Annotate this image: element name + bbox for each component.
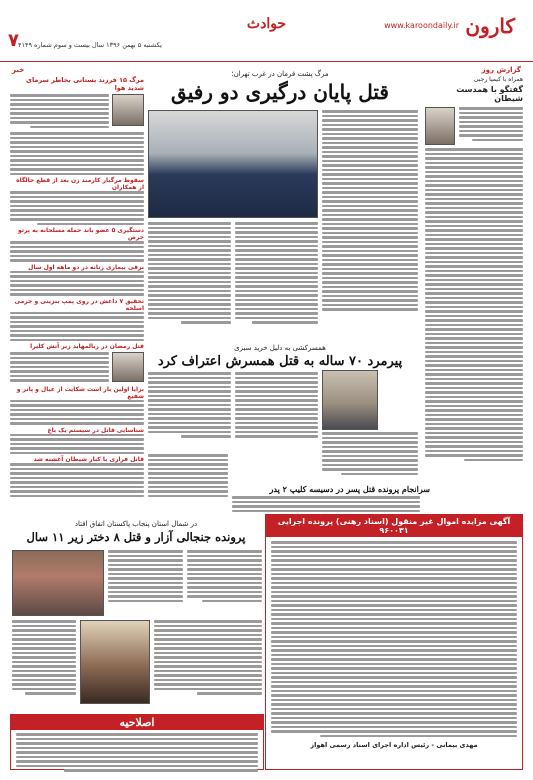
left-item-title: تحقیق ۷ داعش در روی پمپ بنزینی و جرمی اسلحه bbox=[14, 297, 144, 312]
second-story-headline: پیرمرد ۷۰ ساله به قتل همسرش اعتراف کرد bbox=[157, 354, 403, 369]
interview-intro: همراه با کیمیا رجبی bbox=[473, 76, 523, 83]
bottom-story-headline: پرونده جنجالی آزار و قتل ۸ دختر زیر ۱۱ سال bbox=[26, 530, 246, 544]
left-item-photo bbox=[112, 352, 144, 382]
left-item-title: مرگ ۱۵ فرزند بستانی بخاطر سرمای شدید هوا bbox=[26, 76, 144, 92]
interview-photo bbox=[425, 107, 455, 145]
left-item-photo bbox=[112, 94, 144, 126]
auction-notice bbox=[265, 514, 523, 770]
left-item-title: شناسایی قاتل در سیستم یک باغ bbox=[47, 426, 144, 434]
left-column-news bbox=[10, 76, 144, 463]
bottom-story-kicker: در شمال استان پنجاب پاکستان اتفاق افتاد bbox=[74, 520, 198, 528]
left-item-title: برایا اولین بار است شکایت از عیال و پاتر و شفیع bbox=[16, 385, 144, 400]
correction-box bbox=[10, 714, 264, 770]
website-url[interactable]: www.karoondaily.ir bbox=[384, 21, 459, 30]
correction-title: اصلاحیه bbox=[11, 715, 263, 730]
bottom-story-photo-girl bbox=[80, 620, 150, 704]
left-item-title: نرقی بیماری زنانه در دو ماهه اول سال bbox=[28, 263, 144, 271]
main-story-kicker: مرگ پشت فرمان در غرب تهران؛ bbox=[231, 70, 329, 78]
page-number: ۷ bbox=[8, 30, 19, 51]
second-story-body bbox=[148, 372, 318, 450]
left-item-title: سقوط مرگبار کارمند زن بعد از قطع حالگاه از همکاران bbox=[16, 177, 144, 191]
main-story-body bbox=[148, 222, 318, 340]
second-story-photo bbox=[322, 370, 378, 430]
left-item-title: قتل رمضان در زبالمهاید زیر آتش کلیرا bbox=[30, 343, 144, 350]
masthead bbox=[0, 0, 533, 62]
main-story-headline: قتل پایان درگیری دو رفیق bbox=[171, 80, 389, 104]
bottom-story-lead bbox=[108, 550, 262, 616]
newspaper-logo: کارون bbox=[465, 14, 515, 38]
notice-signature: مهدی بیمانی - رئیس اداره اجرای اسناد رسمی اهواز bbox=[310, 741, 478, 749]
bottom-story-right-text bbox=[154, 620, 262, 710]
left-column-label: خبر bbox=[12, 66, 25, 74]
bottom-story-left-text bbox=[12, 620, 76, 710]
left-item-title: دستگیری ۵ عضو باند حمله مسلحانه به پرتو حرص bbox=[18, 227, 144, 241]
right-column-interview bbox=[425, 76, 523, 494]
second-story-kicker: همسرکشی به دلیل خرید سبزی bbox=[234, 344, 326, 352]
date-line: یکشنبه ۵ بهمن ۱۳۹۶ سال بیست و سوم شماره ۴۱۴۹ bbox=[18, 41, 162, 49]
main-story-photo bbox=[148, 110, 318, 218]
second-story-side bbox=[322, 432, 418, 480]
third-story-aside bbox=[148, 454, 228, 508]
third-story-headline: سرانجام پرونده قتل پسر در دسیسه کلیپ ۲ پدر bbox=[269, 484, 430, 494]
right-column-label: گزارش روز bbox=[481, 66, 521, 74]
left-item-title: قاتل فراری با کنار شیطان آغشته شد bbox=[33, 456, 144, 463]
bottom-story-photo-crowd bbox=[12, 550, 104, 616]
section-title: حوادث bbox=[246, 16, 287, 32]
interview-title: گفتگو با همدست شیطان bbox=[456, 85, 523, 103]
main-story-lead bbox=[322, 110, 418, 340]
notice-title: آگهی مزایده اموال غیر منقول (اسناد رهنی) پرونده اجرایی ۹۶۰۰۳۱ bbox=[266, 515, 522, 537]
